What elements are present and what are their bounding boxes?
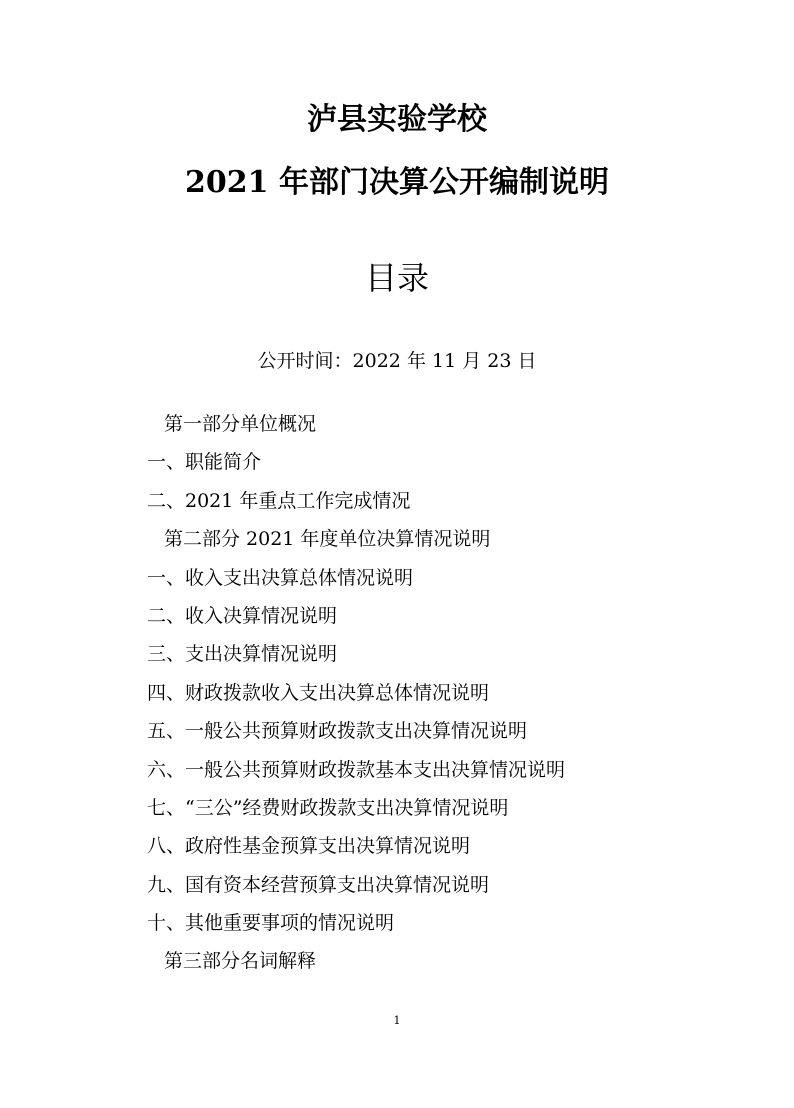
document-title-school: 泸县实验学校	[307, 102, 487, 137]
toc-item: 九、国有资本经营预算支出决算情况说明	[147, 873, 490, 896]
toc-item: 一、职能简介	[147, 451, 262, 474]
toc-part-2: 第二部分 2021 年度单位决算情况说明	[164, 528, 491, 551]
toc-part-1: 第一部分单位概况	[164, 413, 317, 435]
toc-item: 二、2021 年重点工作完成情况	[147, 489, 411, 512]
table-of-contents	[0, 405, 794, 981]
toc-item: 八、政府性基金预算支出决算情况说明	[147, 835, 471, 858]
toc-item: 七、“三公”经费财政拨款支出决算情况说明	[147, 796, 509, 819]
toc-item: 十、其他重要事项的情况说明	[147, 912, 395, 935]
document-title-report: 2021 年部门决算公开编制说明	[185, 165, 609, 200]
toc-item: 五、一般公共预算财政拨款支出决算情况说明	[147, 720, 528, 743]
toc-item: 四、财政拨款收入支出决算总体情况说明	[147, 681, 490, 704]
toc-item: 二、收入决算情况说明	[147, 604, 338, 627]
toc-heading: 目录	[364, 259, 429, 297]
toc-item: 一、收入支出决算总体情况说明	[147, 566, 414, 589]
toc-item: 三、支出决算情况说明	[147, 643, 338, 666]
toc-item: 六、一般公共预算财政拨款基本支出决算情况说明	[147, 758, 566, 781]
toc-part-3: 第三部分名词解释	[164, 950, 317, 973]
page-number: 1	[393, 1014, 401, 1027]
publish-date: 公开时间：2022 年 11 月 23 日	[257, 350, 537, 372]
